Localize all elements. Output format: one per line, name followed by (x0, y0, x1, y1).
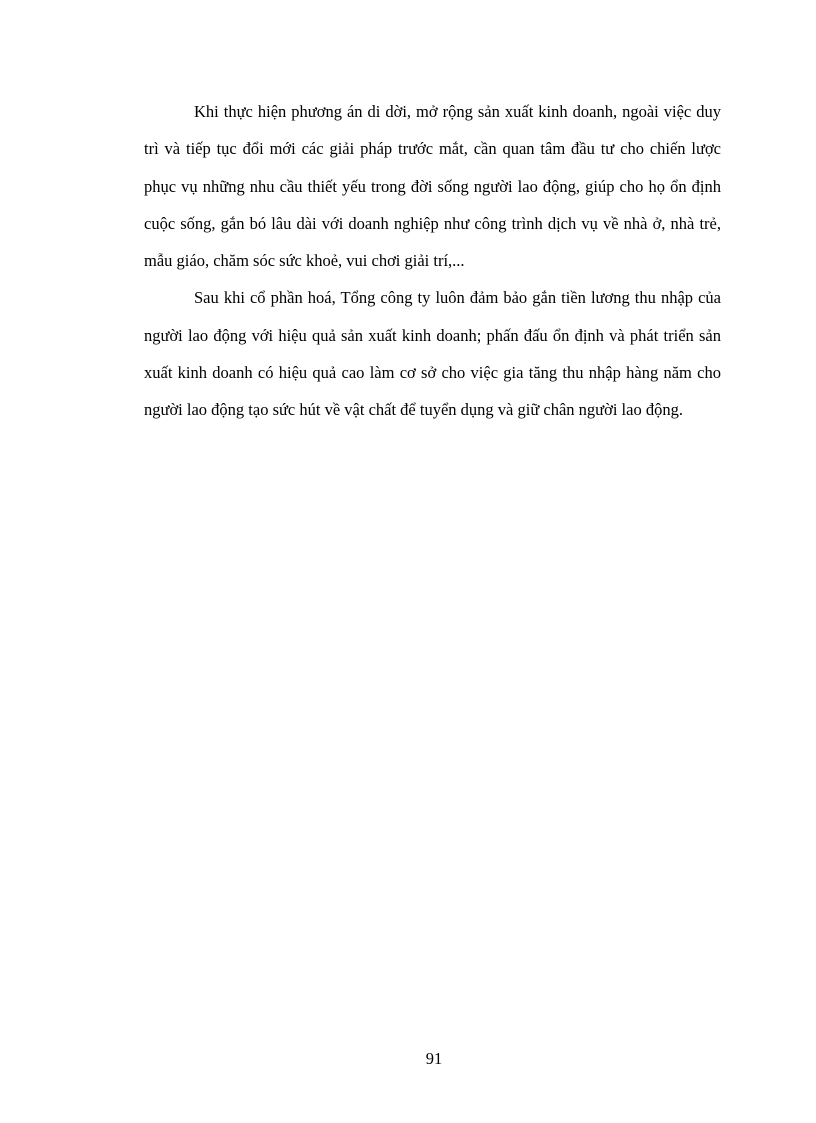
page-number: 91 (425, 1049, 443, 1068)
document-body (144, 93, 721, 429)
paragraph-relocation: Khi thực hiện phương án di dời, mở rộng sản xuất kinh doanh, ngoài việc duy trì và tiếp tục đổi mới các giải pháp trước mắt, cần quan tâm đầu tư cho chiến lược phục vụ những nhu cầu thiết yếu trong đời sống người lao động, giúp cho họ ổn định cuộc sống, gắn bó lâu dài với doanh nghiệp như công trình dịch vụ về nhà ở, nhà trẻ, mẫu giáo, chăm sóc sức khoẻ, vui chơi giải trí,... (144, 102, 721, 271)
paragraph-equitization: Sau khi cổ phần hoá, Tổng công ty luôn đảm bảo gắn tiền lương thu nhập của người lao động với hiệu quả sản xuất kinh doanh; phấn đấu ổn định và phát triển sản xuất kinh doanh có hiệu quả cao làm cơ sở cho việc gia tăng thu nhập hàng năm cho người lao động tạo sức hút về vật chất để tuyển dụng và giữ chân người lao động. (144, 288, 721, 420)
